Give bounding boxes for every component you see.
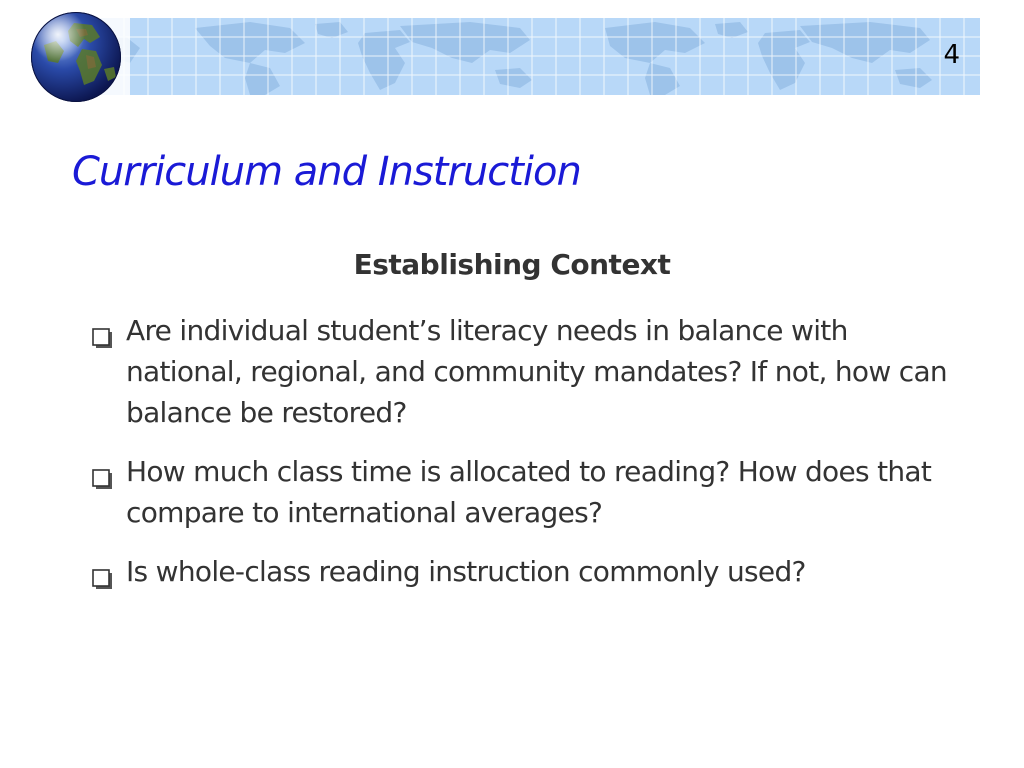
bullet-list bbox=[90, 310, 950, 610]
checkbox-icon bbox=[92, 320, 114, 342]
slide-title: Curriculum and Instruction bbox=[72, 149, 581, 195]
world-map-banner bbox=[100, 18, 980, 95]
bullet-text: Are individual student’s literacy needs in balance with national, regional, and community mandates? If not, how can balance be restored? bbox=[126, 314, 947, 429]
bullet-text: Is whole-class reading instruction commonly used? bbox=[126, 555, 806, 588]
checkbox-icon bbox=[92, 461, 114, 483]
slide-number: 4 bbox=[943, 40, 960, 70]
bullet-item bbox=[90, 451, 950, 533]
bullet-text: How much class time is allocated to reading? How does that compare to international averages? bbox=[126, 455, 932, 529]
bullet-item bbox=[90, 551, 950, 592]
globe-icon bbox=[30, 11, 122, 103]
slide-subtitle: Establishing Context bbox=[353, 248, 671, 281]
checkbox-icon bbox=[92, 561, 114, 583]
bullet-item bbox=[90, 310, 950, 433]
